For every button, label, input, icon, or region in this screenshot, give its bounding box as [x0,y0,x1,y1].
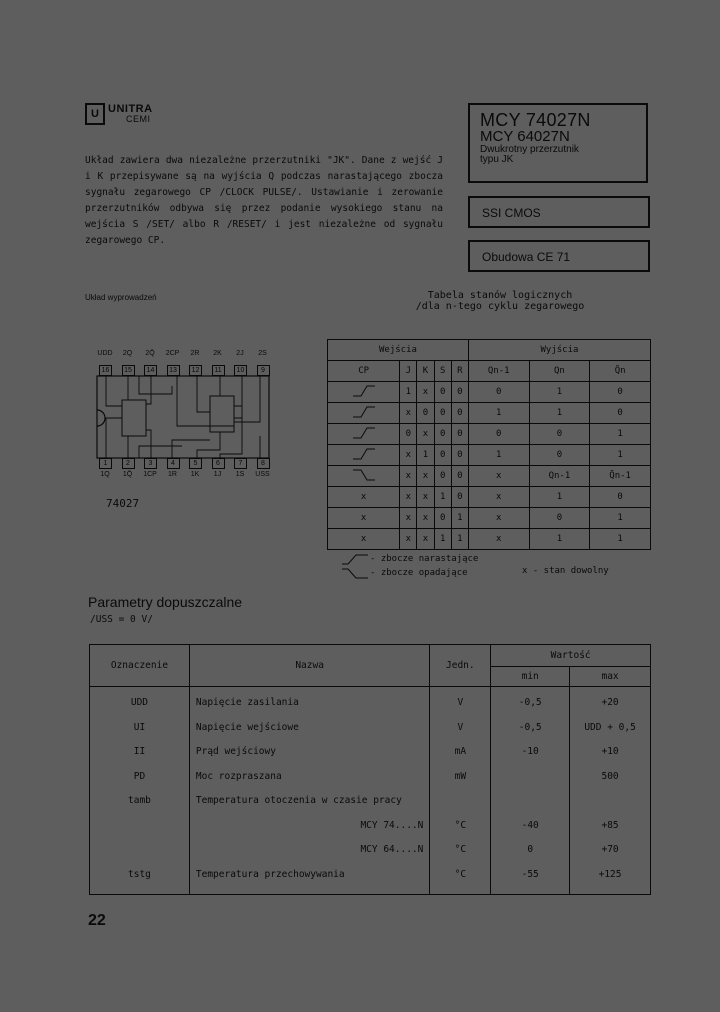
truth-cell: x [417,382,434,403]
truth-cell [328,466,400,487]
pin-label: USS [255,471,270,478]
pin-number: 8 [257,458,270,469]
col-value: Wartość [491,645,651,667]
param-name: Napięcie zasilania [195,697,299,708]
truth-cell: 1 [590,445,651,466]
param-unit [436,789,484,814]
pin-number: 12 [189,365,202,376]
truth-row [328,424,651,445]
truth-cell: 1 [529,487,590,508]
truth-cell: 0 [434,466,451,487]
logo-mark: U [85,103,105,125]
param-symbol: UDD [130,697,149,708]
param-unit: V [457,721,464,733]
truth-cell: x [328,529,400,550]
logo-text: UNITRA [108,103,153,115]
param-unit: mA [454,746,467,757]
technology-box: SSI CMOS [468,196,650,228]
param-unit: mW [454,770,467,782]
truth-cell: 1 [434,487,451,508]
part-desc-2: typu JK [480,154,514,165]
truth-cell: x [417,466,434,487]
truth-header-cell: K [417,361,434,382]
min-column [491,687,570,895]
param-max: +85 [601,819,619,831]
param-min: -55 [521,868,539,880]
legend-fall: - zbocze opadające [370,568,468,578]
truth-header-cell: S [434,361,451,382]
truth-cell: 1 [434,529,451,550]
param-name: Prąd wejściowy [195,746,276,757]
pin-label: 2Q̄ [145,350,155,357]
truth-cell: x [468,466,529,487]
truth-cell: 0 [451,424,468,445]
truth-cell: 1 [451,508,468,529]
truth-cell: Qn-1 [529,466,590,487]
part-number-1: MCY 74027N [480,110,591,130]
truth-cell: x [400,445,417,466]
param-symbol [96,838,183,863]
param-symbol: tstg [128,868,151,880]
truth-header-cell: J [400,361,417,382]
truth-cell: 0 [434,403,451,424]
truth-cell: 0 [529,424,590,445]
truth-cell: 1 [590,424,651,445]
params-title: Parametry dopuszczalne [88,594,243,610]
legend-rise: - zbocze narastające [370,554,479,564]
truth-cell: x [400,403,417,424]
pin-label: 2K [213,350,222,357]
falling-edge-icon [340,567,370,579]
truth-cell: x [468,508,529,529]
legend-rise-row [340,552,478,566]
truth-cell: 0 [434,382,451,403]
truth-cell: 1 [529,403,590,424]
param-symbol: tamb [128,795,151,806]
pin-label: 1R [168,471,177,478]
param-unit: °C [454,868,467,880]
truth-cell: 1 [451,529,468,550]
truth-cell: 0 [590,403,651,424]
param-name: Moc rozpraszana [195,770,282,782]
truth-cell: 0 [451,487,468,508]
truth-cell: 1 [529,529,590,550]
truth-cell: 1 [468,403,529,424]
rising-edge-icon [340,553,370,565]
param-unit: °C [454,819,467,831]
pin-number: 2 [122,458,135,469]
truth-cell [328,424,400,445]
pin-number: 3 [144,458,157,469]
pinout-caption: Układ wyprowadzeń [85,293,157,302]
truth-cell: 1 [417,445,434,466]
max-column [570,687,651,895]
truth-row [328,445,651,466]
pin-number: 1 [99,458,112,469]
pin-label: 1Q̄ [122,471,133,478]
truth-caption [400,290,600,312]
truth-cell: x [328,487,400,508]
pin-number: 13 [167,365,180,376]
rising-edge-icon [351,405,377,419]
truth-cell: x [417,508,434,529]
params-subtitle: /USS = 0 V/ [90,614,153,625]
rising-edge-icon [351,384,377,398]
truth-cell: x [400,487,417,508]
logo-sub: CEMI [126,114,151,124]
truth-header-cell: Qn [529,361,590,382]
param-min [497,765,563,790]
truth-cell: 0 [434,508,451,529]
param-unit: °C [454,844,467,855]
pin-number: 10 [234,365,247,376]
truth-cell: 0 [451,382,468,403]
truth-cell: 0 [468,424,529,445]
truth-cell: 1 [529,382,590,403]
truth-cell [328,403,400,424]
truth-caption-line2: /dla n-tego cyklu zegarowego [415,301,585,312]
truth-cell: 1 [590,529,651,550]
truth-cell: 0 [451,466,468,487]
legend-fall-row [340,566,478,580]
truth-cell: 0 [590,382,651,403]
outputs-group-header: Wyjścia [468,340,650,361]
truth-cell: x [468,529,529,550]
page-number: 22 [88,912,106,929]
param-name: Napięcie wejściowe [195,721,299,733]
pin-number: 15 [122,365,135,376]
param-max: +10 [601,746,619,757]
truth-cell: 0 [529,445,590,466]
pin-label: 1J [213,471,222,478]
part-number-2: MCY 64027N [480,128,570,145]
truth-table [327,339,651,550]
truth-row [328,508,651,529]
truth-cell: x [468,487,529,508]
inputs-group-header: Wejścia [328,340,469,361]
rising-edge-icon [351,426,377,440]
pin-label: 2Q [122,350,133,357]
param-name: Temperatura otoczenia w czasie pracy [195,795,402,806]
param-max [576,789,644,814]
pin-number: 4 [167,458,180,469]
param-name: MCY 74....N [360,819,424,831]
param-max: +20 [601,697,619,708]
param-max: UDD + 0,5 [584,721,636,733]
pin-label: UDD [97,350,113,357]
param-min: 0 [527,844,534,855]
chip-name: 74027 [106,497,140,510]
truth-cell: x [417,487,434,508]
names-column [189,687,429,895]
truth-header-cell: CP [328,361,400,382]
legend [340,552,478,580]
part-desc-1: Dwukrotny przerzutnik [480,144,579,155]
truth-cell: x [328,508,400,529]
pin-number: 11 [212,365,225,376]
col-symbol: Oznaczenie [90,645,190,687]
param-symbol [96,814,183,839]
truth-row [328,487,651,508]
description [85,153,443,249]
units-column [430,687,491,895]
truth-row [328,466,651,487]
truth-cell [328,382,400,403]
pin-label: 2R [190,350,200,357]
truth-header-cell: Qn-1 [468,361,529,382]
truth-header-cell: Q̄n [590,361,651,382]
pin-label: 1Q [100,471,110,478]
pinout-diagram [92,350,277,510]
pin-number: 14 [144,365,157,376]
symbols-column [90,687,190,895]
param-unit: V [457,697,464,708]
truth-cell: 0 [451,403,468,424]
truth-cell: 1 [590,508,651,529]
param-min: -10 [521,746,539,757]
param-min [497,789,563,814]
package-box: Obudowa CE 71 [468,240,650,272]
param-max: +125 [598,868,622,880]
pin-label: 2S [258,350,267,357]
legend-x: x - stan dowolny [522,566,609,576]
pin-number: 6 [212,458,225,469]
truth-row [328,382,651,403]
chip-body-svg [92,366,277,476]
col-max: max [570,667,651,687]
truth-cell: x [417,529,434,550]
truth-cell: 0 [590,487,651,508]
pin-number: 9 [257,365,270,376]
pin-label: 1K [190,471,200,478]
description-text: Układ zawiera dwa niezależne przerzutniki "JK". Dane z wejść J i K przepisywane są na wyjścia Q podczas narastającego zbocza sygnału zegarowego CP /CLOCK PULSE/. Ustawianie i zerowanie przerzutników odbywa się przez podanie wysokiego stanu na wejścia S /SET/ albo R /RESET/ i jest niezależne od sygnału zegarowego CP. [85,155,443,246]
truth-cell: 0 [529,508,590,529]
param-symbol: UI [133,721,146,733]
truth-cell: 0 [468,382,529,403]
truth-row [328,403,651,424]
truth-cell: 1 [468,445,529,466]
rising-edge-icon [351,447,377,461]
truth-caption-line1: Tabela stanów logicznych [427,290,573,301]
pin-label: 2CP [165,350,180,357]
pin-number: 5 [189,458,202,469]
truth-cell: Q̄n-1 [590,466,651,487]
truth-cell: 0 [451,445,468,466]
param-max: +70 [601,844,619,855]
truth-cell: 0 [434,445,451,466]
col-name: Nazwa [189,645,429,687]
truth-cell: x [400,529,417,550]
param-symbol: PD [133,770,146,782]
pin-number: 16 [99,365,112,376]
param-max: 500 [601,770,619,782]
title-box [468,103,648,183]
truth-cell: 0 [434,424,451,445]
truth-cell: 0 [417,403,434,424]
truth-cell: x [417,424,434,445]
unitra-logo [85,103,153,125]
truth-cell: x [400,508,417,529]
param-name: MCY 64....N [360,844,424,855]
pin-label: 1S [235,471,245,478]
col-unit: Jedn. [430,645,491,687]
col-min: min [491,667,570,687]
truth-header-cell: R [451,361,468,382]
param-min: -0,5 [518,697,542,708]
params-table [89,644,651,895]
param-min: -0,5 [518,721,542,733]
truth-cell: 0 [400,424,417,445]
truth-row [328,529,651,550]
pin-label: 2J [236,350,244,357]
truth-cell [328,445,400,466]
param-min: -40 [521,819,539,831]
param-name: Temperatura przechowywania [195,868,345,880]
param-symbol: II [133,746,146,757]
truth-cell: x [400,466,417,487]
truth-cell: 1 [400,382,417,403]
pin-number: 7 [234,458,247,469]
falling-edge-icon [351,468,377,482]
pin-label: 1CP [143,471,157,478]
